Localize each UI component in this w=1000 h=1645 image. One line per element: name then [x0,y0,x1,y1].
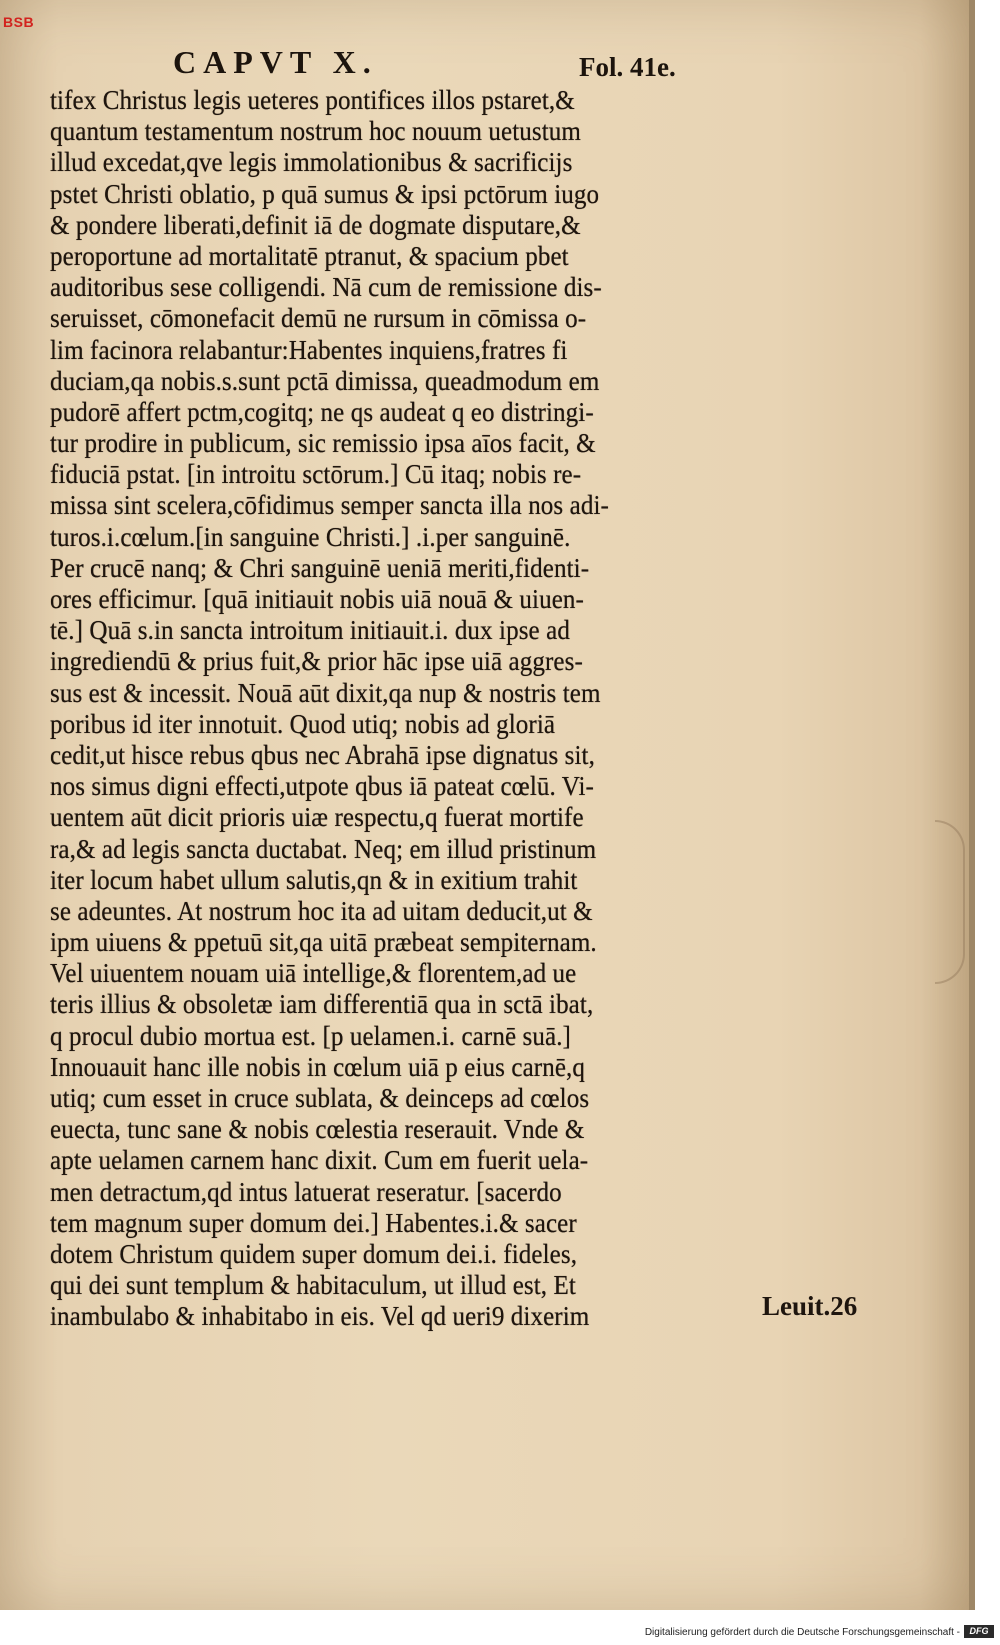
text-line: uentem aūt dicit prioris uiæ respectu,q fuerat mortife [50,802,584,833]
page-fold-shadow [935,820,965,984]
text-line: tifex Christus legis ueteres pontifices illos pstaret,& [50,85,575,115]
text-line: Innouauit hanc ille nobis in cœlum uiā p eius carnē,q [50,1051,586,1082]
text-line: iter locum habet ullum salutis,qn & in exitium trahit [50,864,578,895]
folio-number: Fol. 41e. [579,52,676,82]
text-line: ores efficimur. [quā initiauit nobis uiā nouā & uiuen- [50,584,584,614]
text-line: missa sint scelera,cōfidimus semper sancta illa nos adi- [50,490,609,521]
footer-bar [0,1610,1000,1645]
body-text [50,85,770,1333]
text-line: ipm uiuens & ppetuū sit,qa uitā præbeat sempiternam. [50,927,597,958]
text-line: teris illius & obsoletæ iam differentiā qua in sctā ibat, [50,989,594,1020]
text-line: qui dei sunt templum & habitaculum, ut illud est, Et [50,1270,576,1301]
text-line: lim facinora relabantur:Habentes inquiens,fratres fi [50,334,568,365]
text-line: turos.i.cœlum.[in sanguine Christi.] .i.per sanguinē. [50,521,571,552]
text-line: sus est & incessit. Nouā aūt dixit,qa nup & nostris tem [50,677,601,708]
funding-credit: Digitalisierung gefördert durch die Deutsche Forschungsgemeinschaft - [644,1627,960,1638]
text-line: & pondere liberati,definit iā de dogmate disputare,& [50,209,581,240]
text-line: cedit,ut hisce rebus qbus nec Abrahā ipse dignatus sit, [50,739,595,770]
text-line: euecta, tunc sane & nobis cœlestia reserauit. Vnde & [50,1114,585,1145]
text-line: pudorē affert pctm,cogitq; ne qs audeat q eo distringi- [50,396,594,427]
text-line: q procul dubio mortua est. [p uelamen.i. carnē suā.] [50,1020,571,1051]
dfg-logo: DFG [964,1625,994,1638]
text-line: illud excedat,qve legis immolationibus & sacrificijs [50,147,573,178]
text-line: quantum testamentum nostrum hoc nouum uetustum [50,116,581,147]
text-line: fiduciā pstat. [in introitu sctōrum.] Cū itaq; nobis re- [50,459,582,490]
text-line: pstet Christi oblatio, p quā sumus & ipsi pctōrum iugo [50,178,600,209]
text-line: utiq; cum esset in cruce sublata, & deinceps ad cœlos [50,1083,590,1113]
text-line: tur prodire in publicum, sic remissio ipsa aīos facit, & [50,428,596,459]
text-line: ingrediendū & prius fuit,& prior hāc ipse uiā aggres- [50,646,583,677]
text-line: duciam,qa nobis.s.sunt pctā dimissa, queadmodum em [50,365,600,396]
text-line: Vel uiuentem nouam uiā intellige,& florentem,ad ue [50,958,577,989]
text-line: ra,& ad legis sancta ductabat. Neq; em illud pristinum [50,833,597,864]
text-line: poribus id iter innotuit. Quod utiq; nobis ad gloriā [50,708,556,739]
chapter-title: CAPVT X. [173,44,378,80]
margin-reference: Leuit.26 [762,1291,858,1321]
text-line: se adeuntes. At nostrum hoc ita ad uitam deducit,ut & [50,895,593,926]
text-line: apte uelamen carnem hanc dixit. Cum em fuerit uela- [50,1145,589,1176]
text-line: men detractum,qd intus latuerat reseratur. [sacerdo [50,1176,562,1207]
text-line: tem magnum super domum dei.] Habentes.i.& sacer [50,1207,577,1238]
text-line: inambulabo & inhabitabo in eis. Vel qd ueri9 dixerim [50,1301,590,1332]
text-line: peroportune ad mortalitatē ptranut, & spacium pbet [50,240,569,271]
text-line: Per crucē nanq; & Chri sanguinē ueniā meriti,fidenti- [50,552,590,583]
text-line: auditoribus sese colligendi. Nā cum de remissione dis- [50,272,602,303]
text-line: seruisset, cōmonefacit demū ne rursum in cōmissa o- [50,303,587,334]
text-line: tē.] Quā s.in sancta introitum initiauit.i. dux ipse ad [50,615,570,646]
text-line: dotem Christum quidem super domum dei.i. fideles, [50,1238,578,1269]
library-watermark: BSB [3,14,35,30]
text-line: nos simus digni effecti,utpote qbus iā pateat cœlū. Vi- [50,771,594,802]
